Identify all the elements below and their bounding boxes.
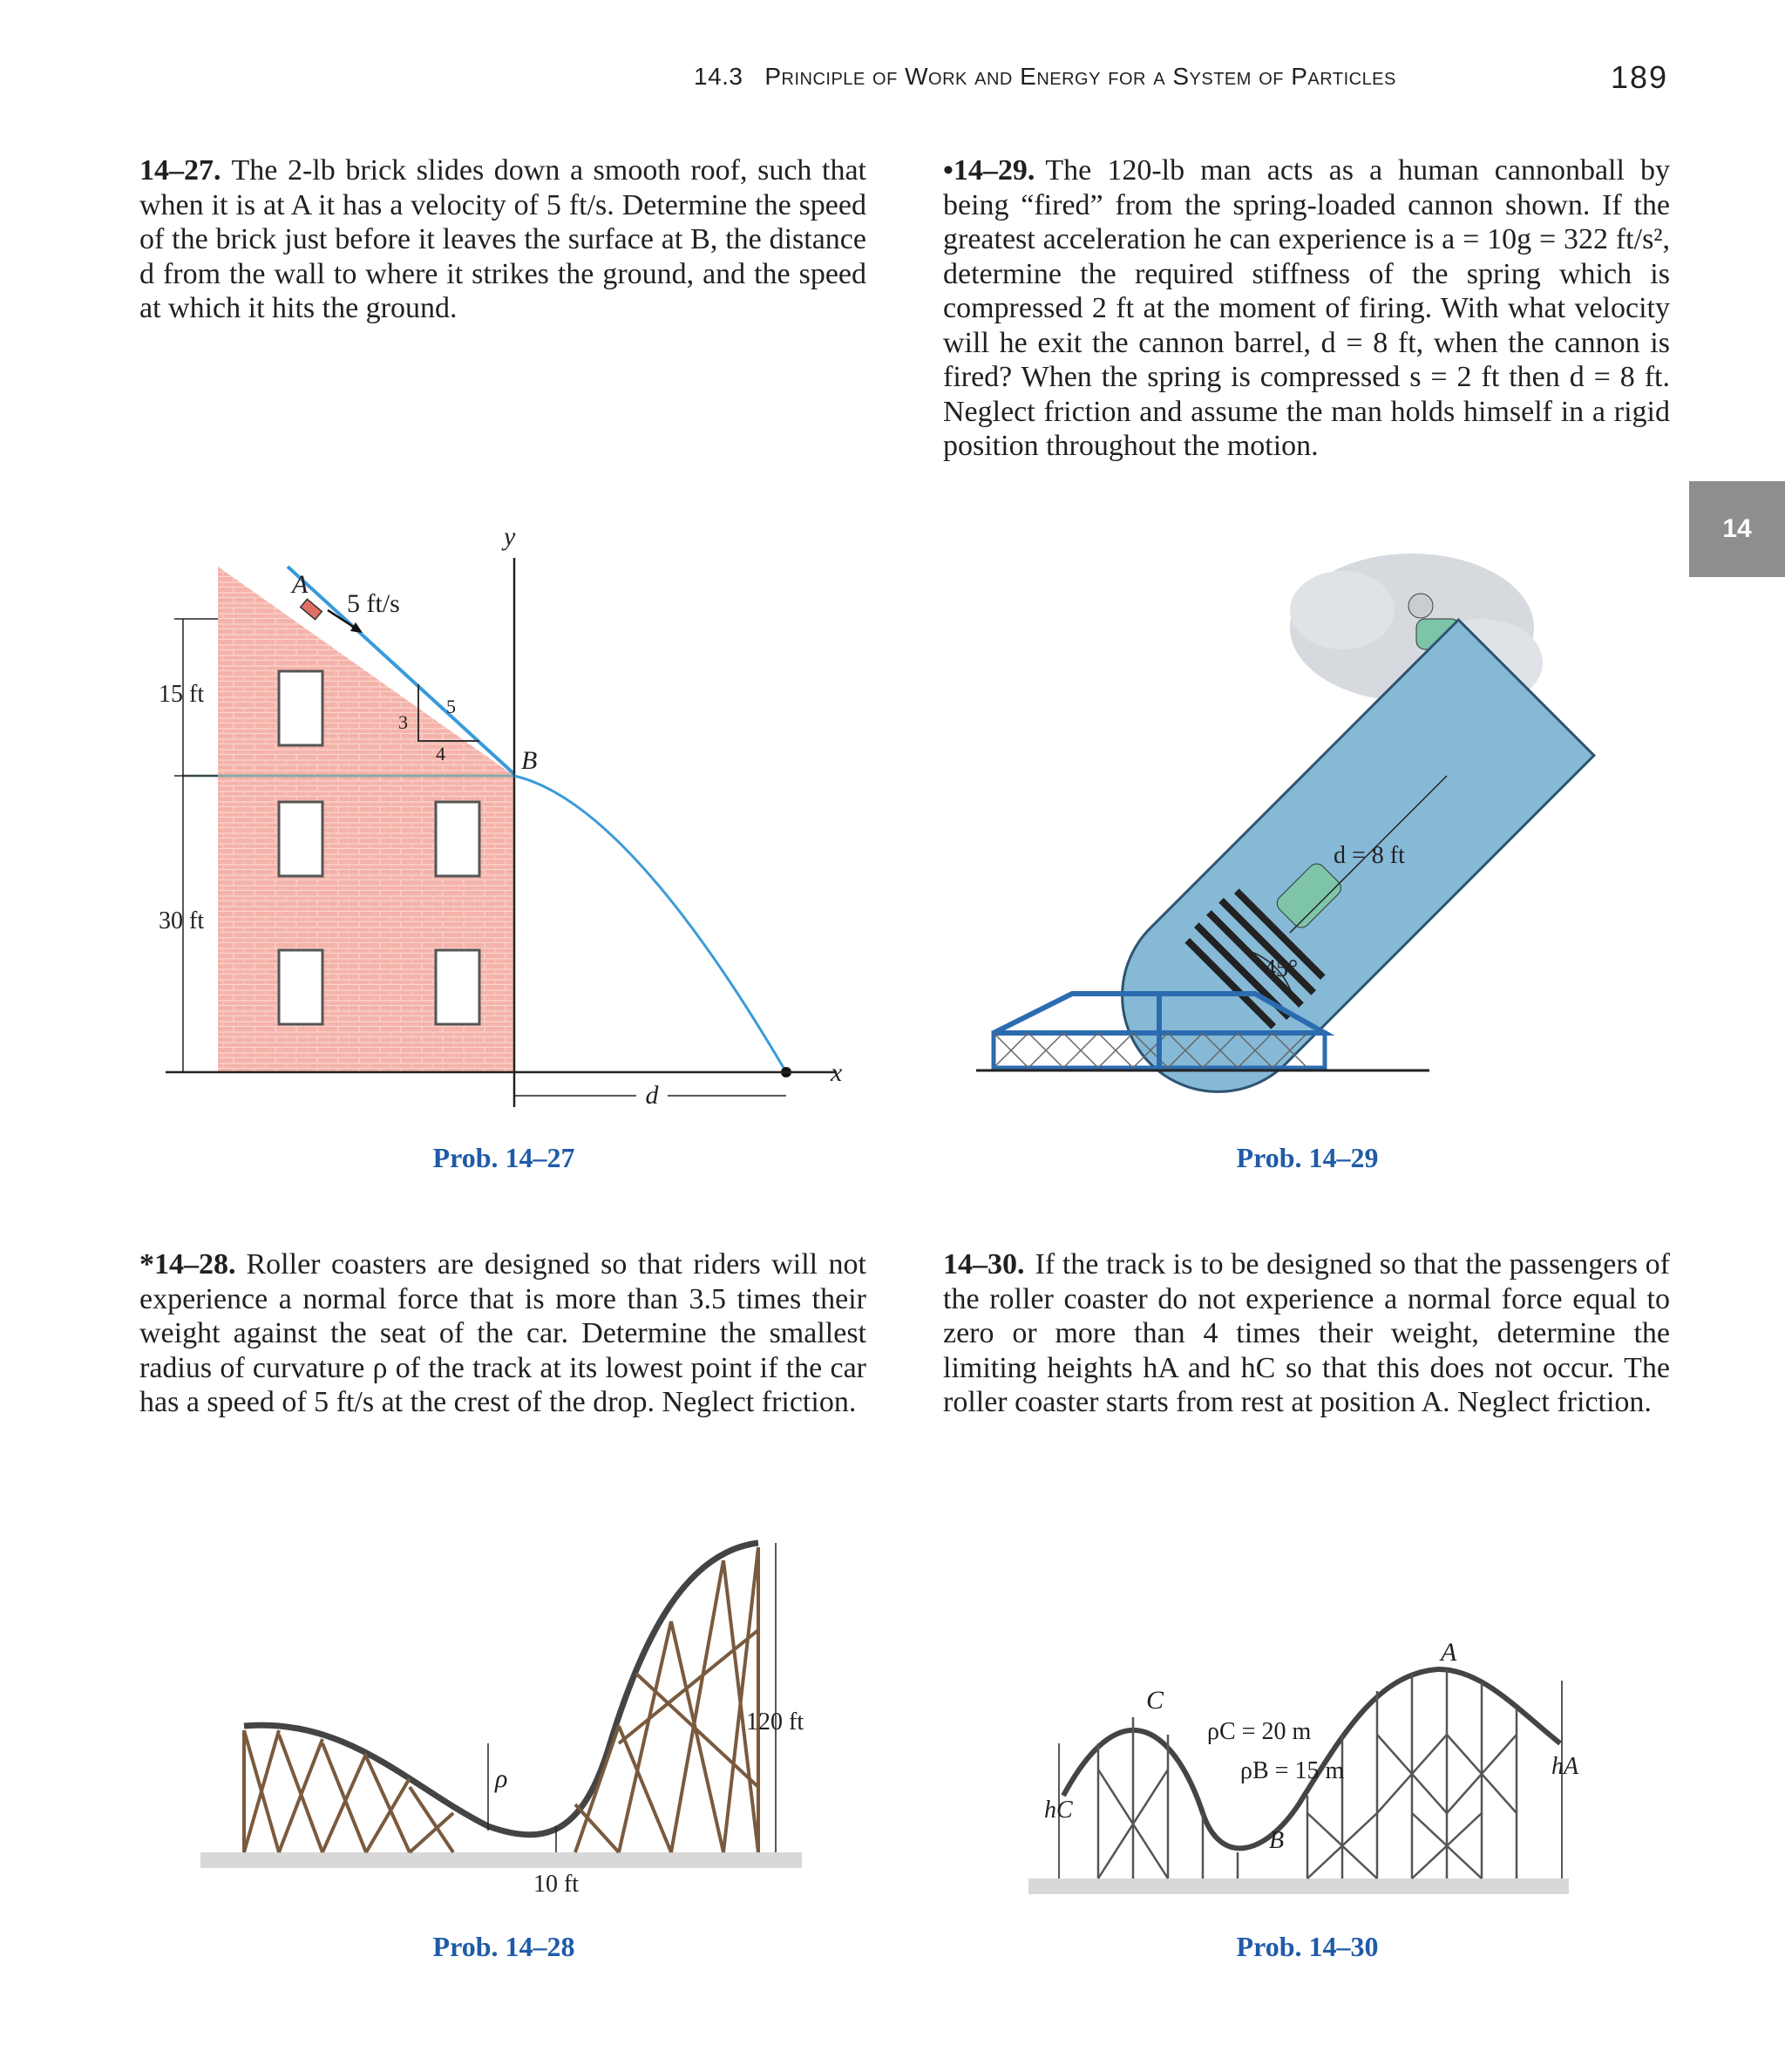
problem-number: 14–27. xyxy=(139,154,221,187)
label-x-axis: x xyxy=(831,1058,843,1087)
label-30ft: 30 ft xyxy=(159,907,205,934)
label-15ft: 15 ft xyxy=(159,681,205,708)
problem-text: If the track is to be designed so that the passengers of the roller coaster do not experience a normal force equal to zero or more than 4 times their weight, determine the limiting heights hA and hC so that this does not occur. The roller coaster starts from rest at position A. Neglect friction. xyxy=(943,1248,1670,1418)
section-number: 14.3 xyxy=(694,63,743,90)
figure-14-29 xyxy=(959,549,1604,1107)
trajectory xyxy=(514,776,786,1072)
label-d: d = 8 ft xyxy=(1334,842,1405,869)
label-ha: hA xyxy=(1551,1753,1579,1780)
label-y-axis: y xyxy=(504,522,516,551)
label-hc: hC xyxy=(1044,1797,1073,1824)
running-head xyxy=(694,63,1478,91)
section-title: Principle of Work and Energy for a System of Particles xyxy=(764,63,1396,90)
label-a: A xyxy=(292,570,309,599)
ground xyxy=(1028,1878,1569,1894)
label-angle: 45° xyxy=(1264,955,1299,982)
label-slope-5: 5 xyxy=(446,696,456,717)
label-rho: ρ xyxy=(495,1764,508,1793)
problem-14-27 xyxy=(139,153,866,326)
caption-14-28: Prob. 14–28 xyxy=(432,1931,575,1962)
figure-14-30 xyxy=(1028,1639,1586,1900)
chapter-tab: 14 xyxy=(1689,481,1785,577)
caption-14-29: Prob. 14–29 xyxy=(1236,1142,1379,1173)
label-a: A xyxy=(1441,1639,1457,1667)
label-slope-4: 4 xyxy=(436,743,445,764)
label-rho-b: ρB = 15 m xyxy=(1240,1757,1345,1784)
problem-14-29 xyxy=(943,153,1670,464)
man-flying-head xyxy=(1408,594,1433,618)
label-c: C xyxy=(1146,1686,1164,1715)
problem-14-30 xyxy=(943,1247,1670,1420)
problem-number: 14–30. xyxy=(943,1248,1025,1281)
label-10ft: 10 ft xyxy=(533,1871,580,1898)
label-velocity: 5 ft/s xyxy=(347,589,400,618)
label-slope-3: 3 xyxy=(398,711,408,733)
brick-a xyxy=(301,599,322,619)
label-b: B xyxy=(1269,1827,1285,1854)
problem-text: The 2-lb brick slides down a smooth roof, such that when it is at A it has a velocity of 5 ft/s. Determine the speed of the brick just before it leaves the surface at B, the distance d from the wall to where it strikes the ground, and the speed at which it hits the ground. xyxy=(139,154,866,324)
problem-text: The 120-lb man acts as a human cannonball by being “fired” from the spring-loaded cannon shown. If the greatest acceleration he can experience is a = 10g = 322 ft/s², determine the required stiffness of the spring which is compressed 2 ft at the moment of firing. With what velocity will he exit the cannon barrel, d = 8 ft, when the cannon is fired? When the spring is compressed s = 2 ft then d = 8 ft. Neglect friction and assume the man holds himself in a rigid position throughout the motion. xyxy=(943,154,1670,462)
caption-14-27: Prob. 14–27 xyxy=(432,1142,575,1173)
problem-number: *14–28. xyxy=(139,1248,236,1281)
label-d: d xyxy=(645,1081,659,1110)
problem-number: •14–29. xyxy=(943,154,1035,187)
figure-14-28 xyxy=(200,1525,828,1909)
figure-14-27 xyxy=(139,514,889,1124)
ground xyxy=(200,1852,802,1868)
label-b: B xyxy=(521,746,538,775)
label-rho-c: ρC = 20 m xyxy=(1207,1718,1312,1745)
problem-text: Roller coasters are designed so that riders will not experience a normal force that is more than 3.5 times their weight against the seat of the car. Determine the smallest radius of curvature ρ of the track at its lowest point if the car has a speed of 5 ft/s at the crest of the drop. Neglect friction. xyxy=(139,1248,866,1418)
label-120ft: 120 ft xyxy=(746,1709,804,1736)
problem-14-28 xyxy=(139,1247,866,1420)
page-number: 189 xyxy=(1611,59,1669,95)
caption-14-30: Prob. 14–30 xyxy=(1236,1931,1379,1962)
